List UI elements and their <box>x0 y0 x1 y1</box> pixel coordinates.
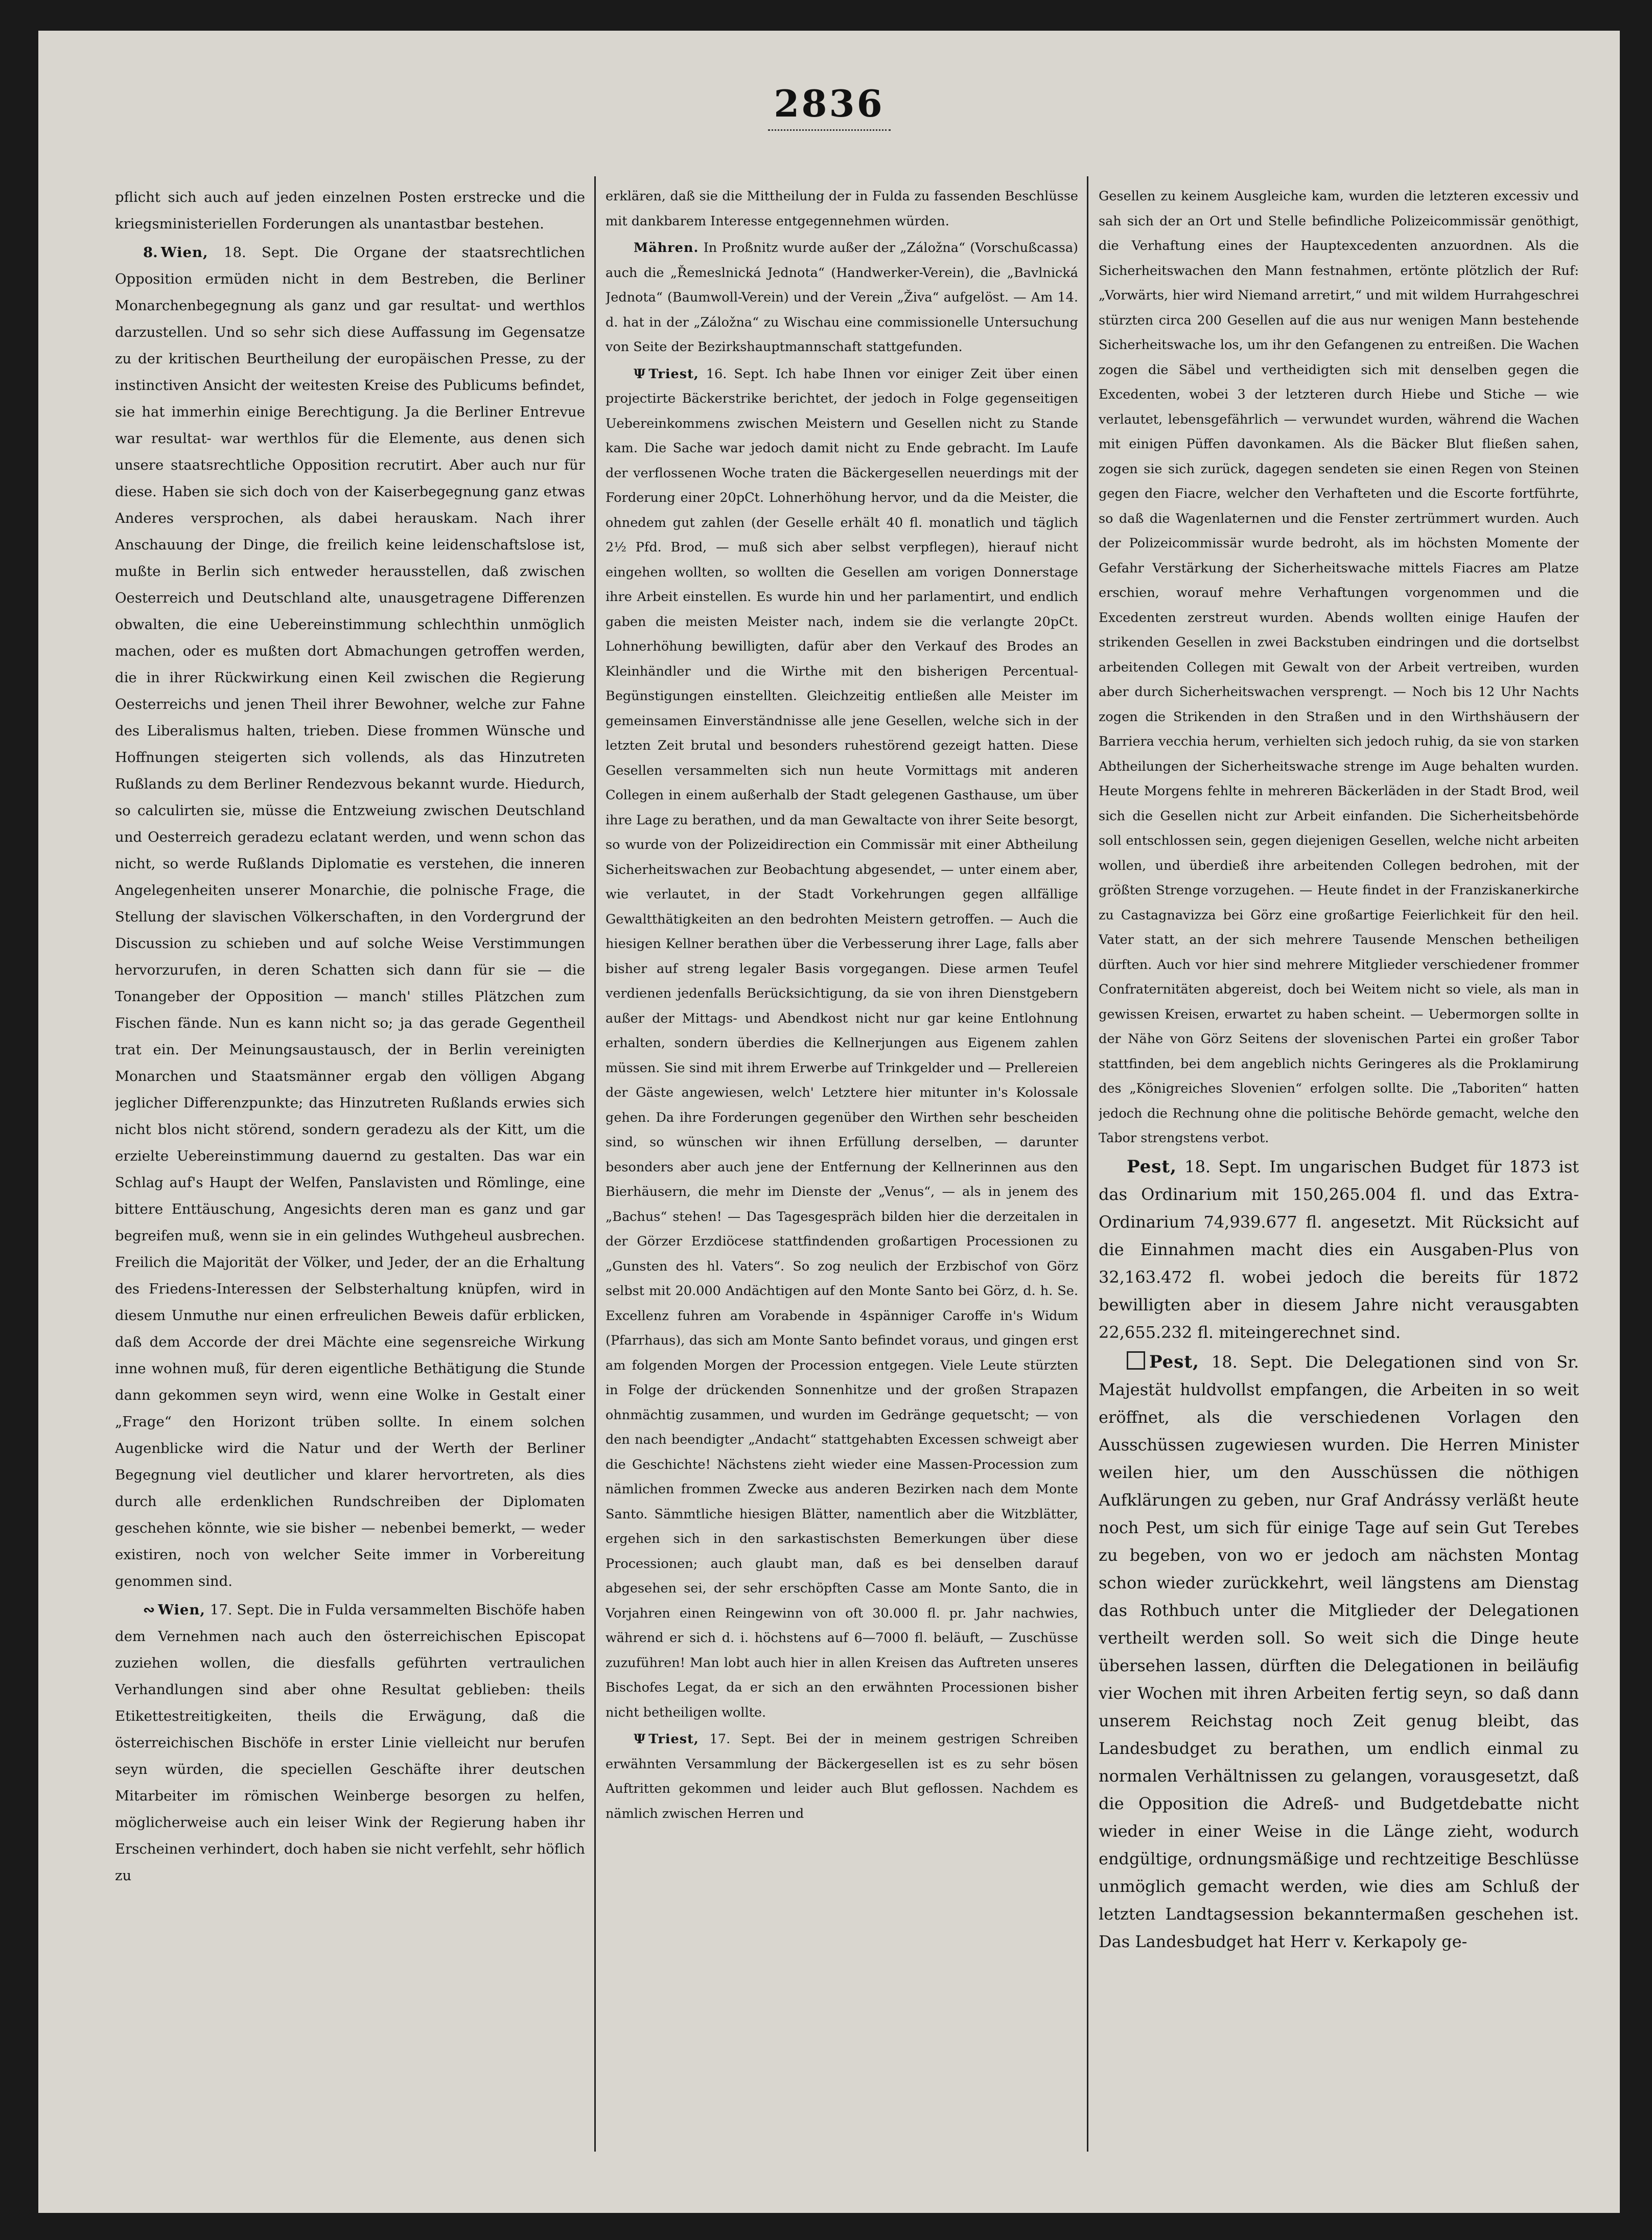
paragraph-text: Gesellen zu keinem Ausgleiche kam, wurden die letzteren excessiv und sah sich der an Ort und Stelle befindliche Polizeicommissär genöthigt, die Verhaftung eines der Hauptexcedenten anzuordnen. Als die Sicherheitswachen den Mann festnahmen, ertönte plötzlich der Ruf: „Vorwärts, hier wird Niemand arretirt,“ und mit wildem Hurrahgeschrei stürzten circa 200 Gesellen auf die aus nur wenigen Mann bestehende Sicherheitswache los, um ihr den Gefangenen zu entreißen. Die Wachen zogen die Säbel und vertheidigten sich mit denselben gegen die Excedenten, wobei 3 der letzteren durch Hiebe und Stiche — wie verlautet, lebensgefährlich — verwundet wurden, während die Wachen mit einigen Püffen davonkamen. Als die Bäcker Blut fließen sahen, zogen sie sich zurück, dagegen sendeten sie einen Regen von Steinen gegen den Fiacre, welcher den Verhafteten und die Escorte fortführte, so daß die Wagenlaternen und die Fenster zertrümmert wurden. Auch der Polizeicommissär wurde bedroht, als im höchsten Momente der Gefahr Verstärkung der Sicherheitswache mittels Fiacres am Platze erschien, worauf mehre Verhaftungen vorgenommen und die Excedenten zerstreut wurden. Abends wollten einige Haufen der strikenden Gesellen in zwei Backstuben eindringen und die dortselbst arbeitenden Collegen mit Gewalt von der Arbeit vertreiben, wurden aber durch Sicherheitswachen versprengt. — Noch bis 12 Uhr Nachts zogen die Strikenden in den Straßen und in den Wirthshäusern der Barriera vecchia herum, verhielten sich jedoch ruhig, da sie von starken Abtheilungen der Sicherheitswache strenge im Auge behalten wurden. Heute Morgens fehlte in mehreren Bäckerläden in der Stadt Brod, weil sich die Gesellen nicht zur Arbeit einfanden. Die Sicherheitsbehörde soll entschlossen sein, gegen diejenigen Gesellen, welche nicht arbeiten wollen, und überdieß ihre arbeitenden Collegen bedrohen, mit der größten Strenge vorzugehen. — Heute findet in der Franziskanerkirche zu Castagnavizza bei Görz eine großartige Feierlichkeit für den heil. Vater statt, an der sich mehrere Tausende Menschen betheiligen dürften. Auch vor hier sind mehrere Mitglieder verschiedener frommer Confraternitäten abgereist, doch bei Weitem nicht so viele, als man in gewissen Kreisen, erwartet zu haben scheint. — Uebermorgen sollte in der Nähe von Görz Seitens der slovenischen Partei ein großer Tabor stattfinden, bei dem angeblich nichts Geringeres als die Proklamirung des „Königreiches Slovenien“ erfolgen sollte. Die „Taboriten“ hatten jedoch die Rechnung ohne die politische Behörde gemacht, welche den Tabor strengstens verbot. <box>1099 189 1579 1146</box>
paragraph-text: 17. Sept. Die in Fulda versammelten Bischöfe haben dem Vernehmen nach auch den österreichischen Episcopat zuziehen wollen, die diesfalls geführten vertraulichen Verhandlungen sind aber ohne Resultat geblieben: theils Etikettestreitigkeiten, theils die Erwägung, daß die österreichischen Bischöfe in erster Linie vielleicht nur berufen seyn würden, die speciellen Geschäfte ihrer deutschen Mitarbeiter im römischen Weinberge besorgen zu helfen, möglicherweise auch ein leiser Wink der Regierung haben ihr Erscheinen verhindert, doch haben sie nicht verfehlt, sehr höflich zu <box>115 1602 585 1884</box>
article-marker: Ψ <box>634 1731 646 1747</box>
article-wien-17 <box>115 1597 585 1889</box>
paragraph-text: 18. Sept. Die Organe der staatsrechtlichen Opposition ermüden nicht in dem Bestreben, die Berliner Monarchenbegegnung als ganz und gar resultat- und werthlos darzustellen. Und so sehr sich diese Auffassung im Gegensatze zu der kritischen Beurtheilung der europäischen Presse, zu der instinctiven Ansicht der weitesten Kreise des Publicums befindet, sie hat immerhin einige Berechtigung. Ja die Berliner Entrevue war resultat- war werthlos für die Elemente, aus denen sich unsere staatsrechtliche Opposition recrutirt. Aber auch nur für diese. Haben sie sich doch von der Kaiserbegegnung ganz etwas Anderes versprochen, als dabei herauskam. Nach ihrer Anschauung der Dinge, die freilich keine leidenschaftslose ist, mußte in Berlin sich entweder herausstellen, daß zwischen Oesterreich und Deutschland alte, unausgetragene Differenzen obwalten, die eine Uebereinstimmung schlechthin unmöglich machen, oder es mußten dort Abmachungen getroffen werden, die in ihrer Rückwirkung einen Keil zwischen die Regierung Oesterreichs und jenen Theil ihrer Bewohner, welche zur Fahne des Liberalismus halten, trieben. Diese frommen Wünsche und Hoffnungen steigerten sich vollends, als das Hinzutreten Rußlands zu dem Berliner Rendezvous bekannt wurde. Hiedurch, so calculirten sie, müsse die Entzweiung zwischen Deutschland und Oesterreich geradezu eclatant werden, und wenn schon das nicht, so werde Rußlands Diplomatie es verstehen, die inneren Angelegenheiten unserer Monarchie, die polnische Frage, die Stellung der slavischen Völkerschaften, in den Vordergrund der Discussion zu schieben und auf solche Weise Verstimmungen hervorzurufen, in deren Schatten sich dann für sie — die Tonangeber der Opposition — manch' stilles Plätzchen zum Fischen fände. Nun es kann nicht so; ja das gerade Gegentheil trat ein. Der Meinungsaustausch, der in Berlin vereinigten Monarchen und Staatsmänner ergab den völligen Abgang jeglicher Differenzpunkte; das Hinzutreten Rußlands erwies sich nicht blos nicht störend, sondern geradezu als der Kitt, um die erzielte Uebereinstimmung dauernd zu gestalten. Das war ein Schlag auf's Haupt der Welfen, Panslavisten und Römlinge, eine bittere Enttäuschung, Angesichts deren man es ganz und gar begreifen muß, wenn sie in ein gelindes Wuthgeheul ausbrechen. Freilich die Majorität der Völker, und Jeder, der an die Erhaltung des Friedens-Interessen der Selbsterhaltung knüpfen, wird in diesem Unmuthe nur einen erfreulichen Beweis dafür erblicken, daß dem Accorde der drei Mächte eine segensreiche Wirkung inne wohnen muß, für deren eigentliche Bethätigung die Stunde dann gekommen seyn wird, wenn eine Wolke in Gestalt einer „Frage“ den Horizont trüben sollte. In einem solchen Augenblicke wird die Natur und der Werth der Berliner Begegnung viel deutlicher und klarer hervortreten, als dies durch alle erdenklichen Rundschreiben der Diplomaten geschehen könnte, wie sie bisher — nebenbei bemerkt, — weder existiren, noch von welcher Seite immer in Vorbereitung genommen sind. <box>115 244 585 1589</box>
article-marker: ∾ <box>143 1602 155 1618</box>
article-heading: Triest, <box>648 366 699 382</box>
paragraph-text: 18. Sept. Die Delegationen sind von Sr. Majestät huldvollst empfangen, die Arbeiten in so weit eröffnet, als die verschiedenen Vorlagen den Ausschüssen zugewiesen wurden. Die Herren Minister weilen hier, um den Ausschüssen die nöthigen Aufklärungen zu geben, nur Graf Andrássy verläßt heute noch Pest, um sich für einige Tage auf sein Gut Terebes zu begeben, von wo er jedoch am nächsten Montag schon wieder zurückkehrt, weil längstens am Dienstag das Rothbuch unter die Mitglieder der Delegationen vertheilt werden soll. So weit sich die Dinge heute übersehen lassen, dürften die Delegationen in beiläufig vier Wochen mit ihren Arbeiten fertig seyn, so daß dann unserem Reichstag noch Zeit genug bleibt, das Landesbudget zu berathen, um endlich einmal zu normalen Verhältnissen zu gelangen, vorausgesetzt, daß die Opposition die Adreß- und Budgetdebatte nicht wieder in einer Weise in die Länge zieht, wodurch endgültige, ordnungsmäßige und rechtzeitige Beschlüsse unmöglich gemacht werden, wie dies am Schluß der letzten Landtagsession bekanntermaßen geschehen ist. Das Landesbudget hat Herr v. Kerkapoly ge- <box>1099 1352 1579 1951</box>
square-marker-icon <box>1127 1351 1145 1370</box>
column-2 <box>606 184 1078 2146</box>
article-triest-17 <box>606 1727 1078 1826</box>
article-maehren <box>606 236 1078 360</box>
paragraph-text: pflicht sich auch auf jeden einzelnen Posten erstrecke und die kriegsministeriellen Forderungen als unantastbar bestehen. <box>115 189 585 232</box>
article-triest-16 <box>606 362 1078 1725</box>
article-heading: Wien, <box>158 1602 205 1618</box>
column-1 <box>115 184 585 2146</box>
newspaper-page <box>38 31 1620 2213</box>
paragraph-text: 16. Sept. Ich habe Ihnen vor einiger Zeit über einen projectirte Bäckerstrike berichtet, der jedoch in Folge gegenseitigen Uebereinkommens zwischen Meistern und Gesellen nicht zu Stande kam. Die Sache war jedoch damit nicht zu Ende gebracht. Im Laufe der verflossenen Woche traten die Bäckergesellen neuerdings mit der Forderung einer 20pCt. Lohnerhöhung hervor, und da die Meister, die ohnedem gut zahlen (der Geselle erhält 40 fl. monatlich und täglich 2½ Pfd. Brod, — muß sich aber selbst verpflegen), hierauf nicht eingehen wollten, so wollten die Gesellen am vorigen Donnerstage ihre Arbeit einstellen. Es wurde hin und her parlamentirt, und endlich gaben die meisten Meister nach, indem sie die verlangte 20pCt. Lohnerhöhung bewilligten, dafür aber den Verkauf des Brodes an Kleinhändler und die Wirthe mit den bisherigen Percentual-Begünstigungen einstellten. Gleichzeitig entließen alle Meister im gemeinsamen Einverständnisse alle jene Gesellen, welche sich in der letzten Zeit brutal und besonders ruhestörend gezeigt hatten. Diese Gesellen versammelten sich nun heute Vormittags mit anderen Collegen in einem außerhalb der Stadt gelegenen Gasthause, um über ihre Lage zu berathen, und da man Gewaltacte von ihrer Seite besorgt, so wurde von der Polizeidirection ein Commissär mit einer Abtheilung Sicherheitswachen zur Beobachtung abgesendet, — unter einem aber, wie verlautet, in der Stadt Vorkehrungen gegen allfällige Gewaltthätigkeiten an den bedrohten Meistern getroffen. — Auch die hiesigen Kellner berathen über die Verbesserung ihrer Lage, falls aber bisher auf streng legaler Basis vorgegangen. Diese armen Teufel verdienen jedenfalls Berücksichtigung, da sie von ihren Dienstgebern außer der Mittags- und Abendkost nicht nur gar keine Entlohnung erhalten, sondern überdies die Kellnerjungen aus Eigenem zahlen müssen. Sie sind mit ihrem Erwerbe auf Trinkgelder und — Prellereien der Gäste angewiesen, welch' Letztere hier mitunter in's Kolossale gehen. Da ihre Forderungen gegenüber den Wirthen sehr bescheiden sind, so wünschen wir ihnen Erfüllung derselben, — darunter besonders aber auch jene der Entfernung der Kellnerinnen aus den Bierhäusern, die mehr im Dienste der „Venus“, — als in jenem des „Bachus“ stehen! — Das Tagesgespräch bilden hier die derzeitalen in der Görzer Erzdiöcese stattfindenden großartigen Processionen zu „Gunsten des hl. Vaters“. So zog neulich der Erzbischof von Görz selbst mit 20.000 Andächtigen auf den Monte Santo bei Görz, d. h. Se. Excellenz fuhren am Vorabende in 4spänniger Caroffe in's Widum (Pfarrhaus), das sich am Monte Santo befindet voraus, und gingen erst am folgenden Morgen der Procession entgegen. Viele Leute stürzten in Folge der drückenden Sonnenhitze und der großen Strapazen ohnmächtig zusammen, und wurden im Gedränge gequetscht; — von den nach beendigter „Andacht“ stattgehabten Excessen schweigt aber die Geschichte! Nächstens zieht wieder eine Massen-Procession zum nämlichen frommen Zwecke aus anderen Bezirken nach dem Monte Santo. Sämmtliche hiesigen Blätter, namentlich aber die Witzblätter, ergehen sich in den sarkastischsten Bemerkungen über diese Processionen; auch glaubt man, daß es bei denselben darauf abgesehen sei, der sehr erschöpften Casse am Monte Santo, die in Vorjahren einen Reingewinn von oft 30.000 fl. pr. Jahr nachwies, während er sich d. i. höchstens auf 6—7000 fl. beläuft, — Zuschüsse zuzuführen! Man lobt auch hier in allen Kreisen das Auftreten unseres Bischofes Legat, da er sich an den erwähnten Processionen bisher nicht betheiligen wollte. <box>606 366 1078 1720</box>
paragraph-text: In Proßnitz wurde außer der „Záložna“ (Vorschußcassa) auch die „Řemeslnická Jednota“ (Handwerker-Verein), die „Bavlnická Jednota“ (Baumwoll-Verein) und der Verein „Živa“ aufgelöst. — Am 14. d. hat in der „Záložna“ zu Wischau eine commissionelle Untersuchung von Seite der Bezirkshauptmannschaft stattgefunden. <box>606 240 1078 355</box>
column-3 <box>1099 184 1579 2146</box>
article-continuation <box>1099 184 1579 1151</box>
article-heading: Triest, <box>648 1731 699 1747</box>
paragraph-text: erklären, daß sie die Mittheilung der in Fulda zu fassenden Beschlüsse mit dankbarem Interesse entgegennehmen würden. <box>606 189 1078 229</box>
article-marker: Ψ <box>634 366 646 382</box>
column-divider <box>594 176 596 2152</box>
article-heading: Pest, <box>1127 1156 1177 1177</box>
page-number: 2836 <box>38 82 1620 133</box>
column-divider <box>1087 176 1088 2152</box>
article-wien-18 <box>115 239 585 1595</box>
article-continuation <box>606 184 1078 234</box>
paragraph-text: 17. Sept. Bei der in meinem gestrigen Schreiben erwähnten Versammlung der Bäckergesellen ist es zu sehr bösen Auftritten gekommen und leider auch Blut geflossen. Nachdem es nämlich zwischen Herren und <box>606 1731 1078 1821</box>
paragraph-text: 18. Sept. Im ungarischen Budget für 1873 ist das Ordinarium mit 150,265.004 fl. und das Extra-Ordinarium 74,939.677 fl. angesetzt. Mit Rücksicht auf die Einnahmen macht dies ein Ausgaben-Plus von 32,163.472 fl. wobei jedoch die bereits für 1872 bewilligten aber in diesem Jahre nicht verausgabten 22,655.232 fl. miteingerechnet sind. <box>1099 1157 1579 1342</box>
article-heading: Wien, <box>160 244 208 261</box>
article-heading: Mähren. <box>634 240 699 256</box>
article-pest-delegationen <box>1099 1348 1579 1955</box>
article-continuation <box>115 184 585 237</box>
article-pest-budget <box>1099 1153 1579 1346</box>
article-marker: 8. <box>143 244 158 261</box>
article-heading: Pest, <box>1149 1351 1199 1372</box>
